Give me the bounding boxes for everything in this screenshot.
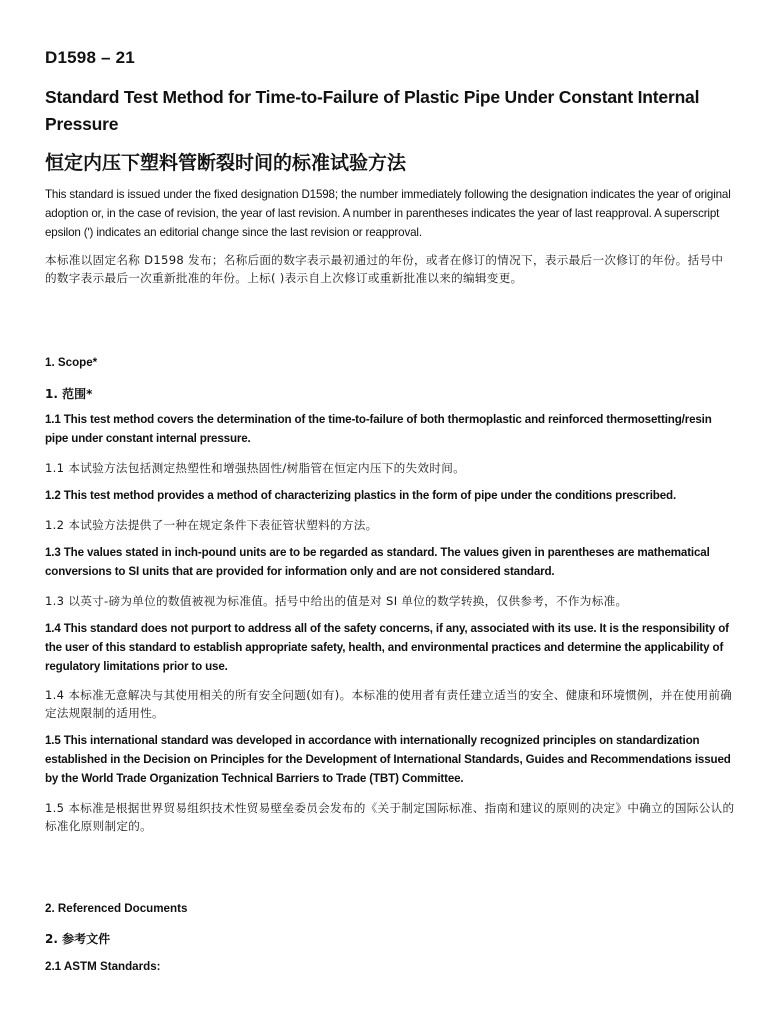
- paragraph-1-2-chinese: 1.2 本试验方法提供了一种在规定条件下表征管状塑料的方法。: [45, 518, 378, 532]
- intro-paragraph-chinese: 本标准以固定名称 D1598 发布；名称后面的数字表示最初通过的年份，或者在修订的情况下，表示最后一次修订的年份。括号中的数字表示最后一次重新批准的年份。上标( )表示自上次修订或重新批准以来的编辑变更。: [45, 253, 724, 285]
- intro-paragraph: This standard is issued under the fixed designation D1598; the number immediately following the designation indicates the year of original adoption or, in the case of revision, the year of last revision. A number in parentheses indicates the year of last reapproval. A superscript epsilon (ʹ) indicates an editorial change since the last revision or reapproval.: [45, 188, 731, 239]
- paragraph-1-2: 1.2 This test method provides a method of characterizing plastics in the form of pipe under the conditions prescribed.: [45, 489, 677, 502]
- section-heading-scope: 1. Scope*: [45, 356, 98, 369]
- document-title-chinese: 恒定内压下塑料管断裂时间的标准试验方法: [45, 152, 407, 174]
- paragraph-1-1: 1.1 This test method covers the determination of the time-to-failure of both thermoplastic and reinforced thermosetting/resin pipe under constant internal pressure.: [45, 413, 712, 445]
- document-code: D1598 – 21: [45, 48, 135, 67]
- paragraph-1-3-chinese: 1.3 以英寸-磅为单位的数值被视为标准值。括号中给出的值是对 SI 单位的数学转换，仅供参考，不作为标准。: [45, 594, 628, 608]
- subsection-astm-standards: 2.1 ASTM Standards:: [45, 960, 161, 973]
- paragraph-1-4: 1.4 This standard does not purport to address all of the safety concerns, if any, associated with its use. It is the responsibility of the user of this standard to establish appropriate safety, health, and environmental practices and determine the applicability of regulatory limitations prior to use.: [45, 622, 729, 673]
- paragraph-1-5-chinese: 1.5 本标准是根据世界贸易组织技术性贸易壁垒委员会发布的《关于制定国际标准、指南和建议的原则的决定》中确立的国际公认的标准化原则制定的。: [45, 801, 735, 833]
- section-heading-referenced-documents-chinese: 2. 参考文件: [45, 932, 111, 946]
- section-heading-scope-chinese: 1. 范围*: [45, 387, 93, 401]
- paragraph-1-3: 1.3 The values stated in inch-pound units are to be regarded as standard. The values given in parentheses are mathematical conversions to SI units that are provided for information only and are not considered standard.: [45, 546, 710, 578]
- paragraph-1-5: 1.5 This international standard was developed in accordance with internationally recognized principles on standardization established in the Decision on Principles for the Development of International Standards, Guides and Recommendations issued by the World Trade Organization Technical Barriers to Trade (TBT) Committee.: [45, 734, 731, 785]
- document-title: Standard Test Method for Time-to-Failure of Plastic Pipe Under Constant Internal Pressure: [45, 87, 700, 134]
- paragraph-1-4-chinese: 1.4 本标准无意解决与其使用相关的所有安全问题(如有)。本标准的使用者有责任建立适当的安全、健康和环境惯例，并在使用前确定法规限制的适用性。: [45, 688, 733, 720]
- paragraph-1-1-chinese: 1.1 本试验方法包括测定热塑性和增强热固性/树脂管在恒定内压下的失效时间。: [45, 461, 466, 475]
- section-heading-referenced-documents: 2. Referenced Documents: [45, 902, 188, 915]
